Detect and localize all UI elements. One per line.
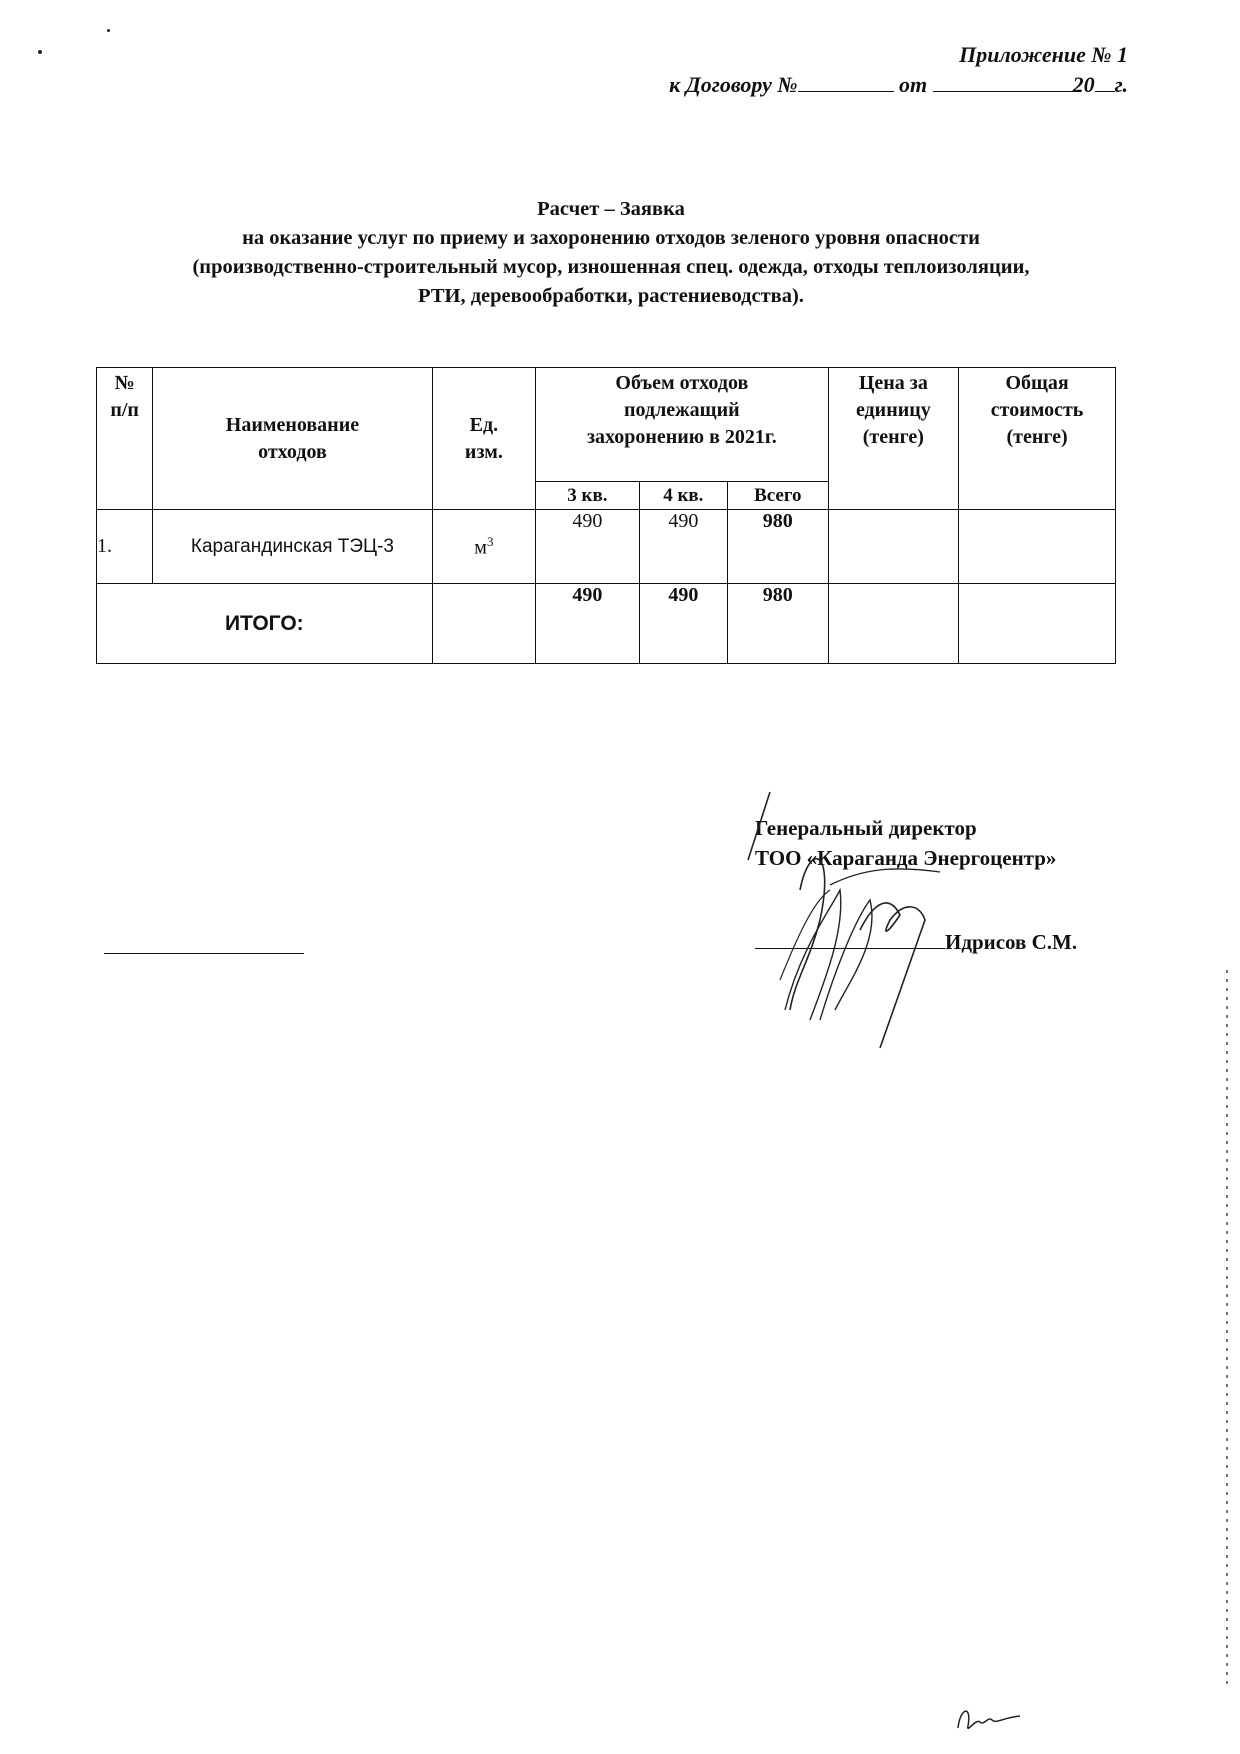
total-price <box>828 584 959 664</box>
row-cost <box>959 510 1116 584</box>
row-unit <box>432 510 536 584</box>
total-total: 980 <box>728 584 828 664</box>
year-prefix: 20 <box>1072 72 1095 97</box>
contract-number-blank <box>798 71 894 92</box>
header-num <box>97 368 153 510</box>
scan-speck <box>38 50 42 54</box>
header-volume-line-2: подлежащий <box>624 399 740 421</box>
header-cost-line-1: Общая <box>1005 372 1069 394</box>
total-label: ИТОГО: <box>97 584 433 664</box>
left-signature-line <box>104 953 304 954</box>
title-line-4: РТИ, деревообработки, растениеводства). <box>418 285 804 307</box>
title-line-1: Расчет – Заявка <box>537 198 685 220</box>
scan-edge-marks <box>1226 970 1228 1690</box>
row-total: 980 <box>728 510 828 584</box>
header-volume-line-1: Объем отходов <box>615 372 749 394</box>
signatory-position: Генеральный директор <box>755 816 977 840</box>
header-num-line-2: п/п <box>110 399 139 421</box>
appendix-number: Приложение № 1 <box>959 42 1128 67</box>
header-volume-line-3: захоронению в 2021г. <box>586 426 777 448</box>
contract-date-blank <box>933 71 1073 92</box>
waste-table <box>96 367 1116 664</box>
year-suffix: г. <box>1114 72 1128 97</box>
header-unit-line-1: Ед. <box>469 413 499 436</box>
header-price <box>828 368 959 510</box>
row-name: Карагандинская ТЭЦ-3 <box>153 510 432 584</box>
signatory-company: ТОО «Караганда Энергоцентр» <box>755 846 1057 870</box>
header-cost-line-2: стоимость <box>990 399 1084 421</box>
year-blank <box>1095 71 1115 92</box>
scan-speck <box>107 29 110 32</box>
header-num-line-1: № <box>114 372 135 394</box>
header-name-line-1: Наименование <box>225 413 360 436</box>
contract-from-label: от <box>899 72 928 97</box>
header-price-line-3: (тенге) <box>862 426 924 448</box>
handwritten-signature <box>740 780 970 1060</box>
total-q3: 490 <box>536 584 640 664</box>
signatory-name: Идрисов С.М. <box>945 930 1078 954</box>
row-unit-sup: 3 <box>486 533 494 549</box>
table-total-row <box>97 584 1116 664</box>
document-title <box>96 195 1126 311</box>
header-name <box>153 368 432 510</box>
total-unit <box>432 584 536 664</box>
header-price-line-1: Цена за <box>858 372 928 394</box>
header-volume <box>536 368 828 482</box>
header-price-line-2: единицу <box>855 399 931 421</box>
header-q3: 3 кв. <box>536 482 640 510</box>
header-cost <box>959 368 1116 510</box>
row-price <box>828 510 959 584</box>
title-line-2: на оказание услуг по приему и захоронению отходов зеленого уровня опасности <box>242 227 980 249</box>
appendix-header <box>669 40 1128 100</box>
total-q4: 490 <box>639 584 727 664</box>
contract-reference <box>669 70 1128 100</box>
contract-label: к Договору № <box>669 72 798 97</box>
row-q3: 490 <box>536 510 640 584</box>
row-unit-base: м <box>474 536 487 559</box>
table-row <box>97 510 1116 584</box>
total-cost <box>959 584 1116 664</box>
header-unit-line-2: изм. <box>464 440 503 463</box>
header-name-line-2: отходов <box>258 440 327 463</box>
header-cost-line-3: (тенге) <box>1006 426 1068 448</box>
row-q4: 490 <box>639 510 727 584</box>
header-unit <box>432 368 536 510</box>
row-num: 1. <box>97 510 153 584</box>
initials-mark <box>950 1698 1030 1738</box>
header-total: Всего <box>728 482 828 510</box>
table-header-row <box>97 368 1116 482</box>
title-line-3: (производственно-строительный мусор, изношенная спец. одежда, отходы теплоизоляции, <box>192 256 1030 278</box>
header-q4: 4 кв. <box>639 482 727 510</box>
